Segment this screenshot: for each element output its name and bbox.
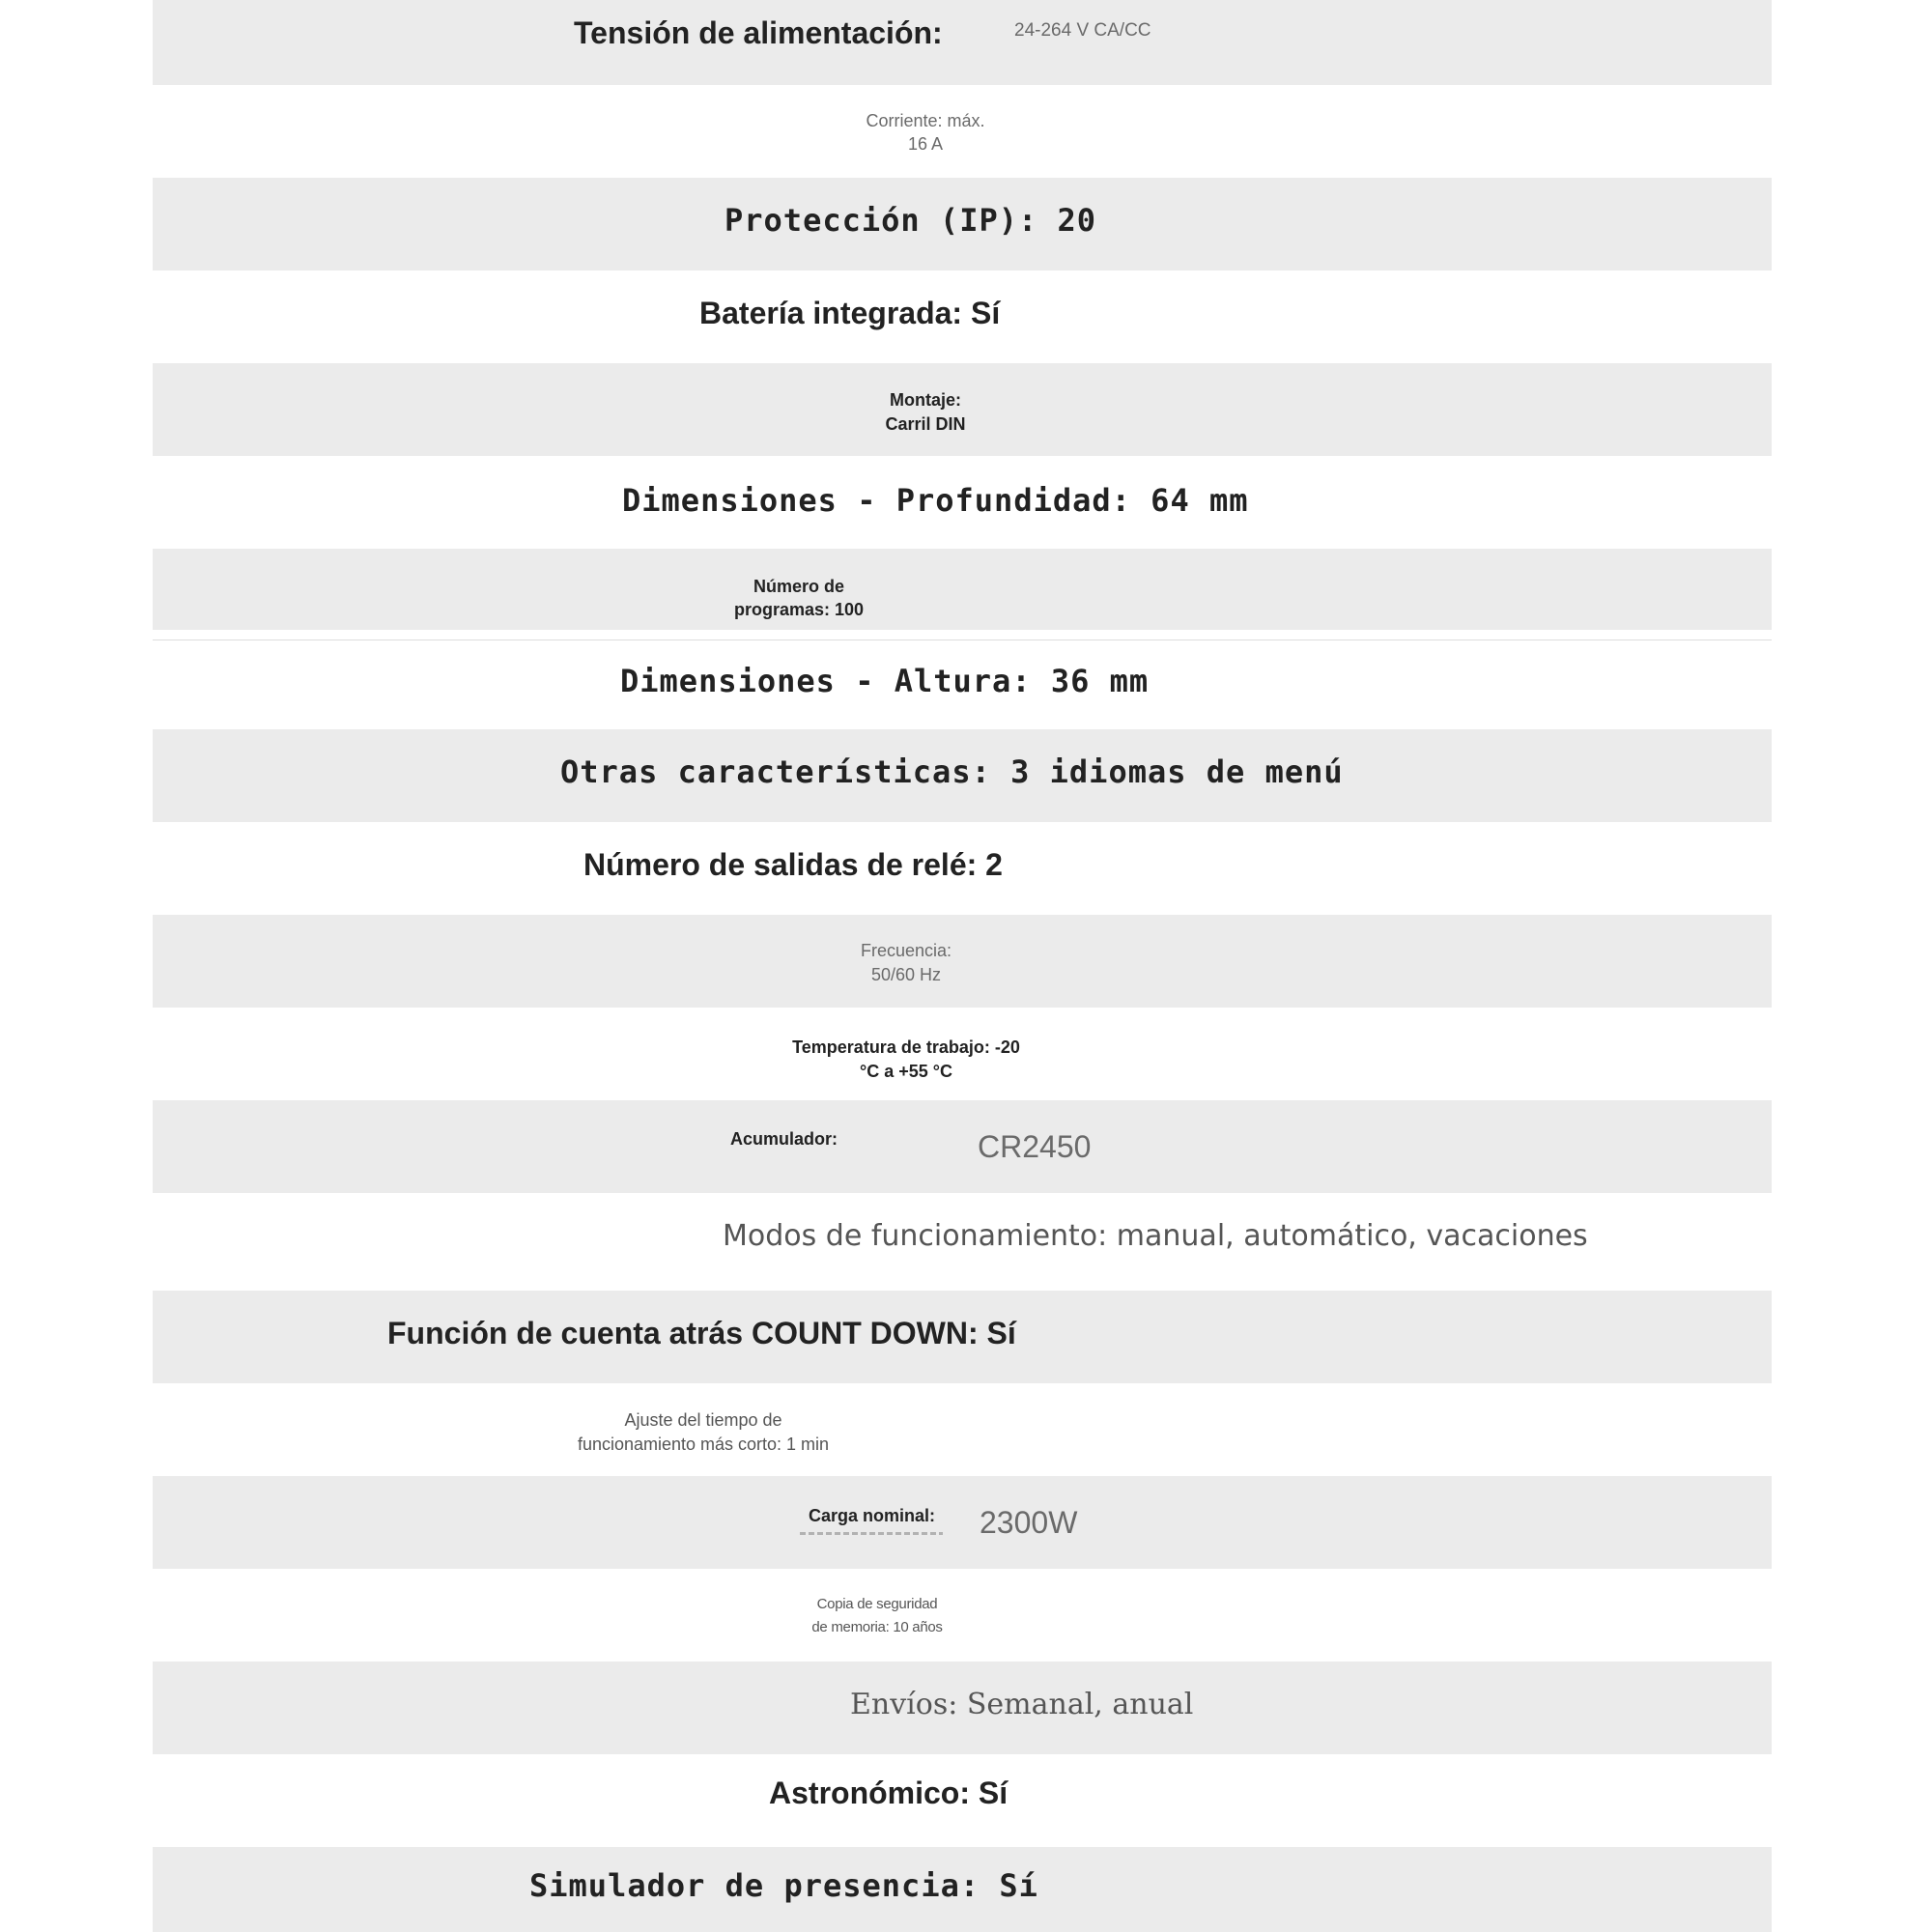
spec-text-line2: de memoria: 10 años	[811, 1619, 943, 1635]
spec-text-line1: Temperatura de trabajo: -20	[792, 1037, 1020, 1057]
spec-text: Dimensiones - Profundidad: 64 mm	[622, 482, 1249, 519]
spec-label: Tensión de alimentación:	[574, 15, 943, 50]
spec-value: 24-264 V CA/CC	[1014, 20, 1151, 41]
spec-text: Función de cuenta atrás COUNT DOWN: Sí	[387, 1316, 1016, 1350]
spec-text: Astronómico: Sí	[769, 1776, 1009, 1810]
spec-row-height	[153, 640, 1772, 729]
spec-text-line1: Corriente: máx.	[866, 111, 985, 130]
spec-row-mounting	[153, 363, 1772, 456]
spec-text: Simulador de presencia: Sí	[529, 1867, 1038, 1904]
spec-text-line2: programas: 100	[733, 600, 865, 619]
spec-row-memory-backup	[153, 1569, 1772, 1662]
spec-row-current	[153, 85, 1772, 178]
spec-text: Batería integrada: Sí	[699, 296, 1001, 330]
spec-row-battery	[153, 270, 1772, 363]
spec-label: Carga nominal:	[809, 1506, 936, 1525]
spec-text-line1: Número de	[753, 577, 845, 596]
spec-row-working-temperature	[153, 1008, 1772, 1100]
spec-text: Otras características: 3 idiomas de menú	[560, 753, 1344, 790]
spec-row-protection	[153, 178, 1772, 270]
spec-text: Protección (IP): 20	[724, 202, 1097, 239]
spec-row-depth	[153, 456, 1772, 549]
spec-text-line1: Ajuste del tiempo de	[624, 1410, 782, 1430]
spec-row-relay-outputs	[153, 822, 1772, 915]
spec-text-line2: funcionamiento más corto: 1 min	[577, 1435, 830, 1454]
spec-text: Modos de funcionamiento: manual, automático, vacaciones	[723, 1219, 1588, 1253]
spec-text: Número de salidas de relé: 2	[583, 847, 1003, 882]
spec-text: Envíos: Semanal, anual	[850, 1688, 1194, 1721]
spec-row-presence-simulator	[153, 1847, 1772, 1932]
spec-row-programs	[153, 549, 1772, 630]
spec-text-line2: 16 A	[907, 134, 944, 154]
spec-row-rated-load	[153, 1476, 1772, 1569]
spec-text-line2: Carril DIN	[885, 414, 966, 434]
label-underline-smudge	[800, 1532, 943, 1535]
spec-row-other-features	[153, 729, 1772, 822]
spec-label: Acumulador:	[730, 1129, 838, 1149]
spec-text-line1: Frecuencia:	[860, 941, 952, 960]
spec-text-line1: Copia de seguridad	[816, 1596, 938, 1612]
spec-value: CR2450	[978, 1129, 1092, 1164]
spec-row-min-runtime	[153, 1383, 1772, 1476]
spec-text: Dimensiones - Altura: 36 mm	[620, 663, 1150, 699]
spec-text-line1: Montaje:	[890, 390, 961, 410]
spec-row-frequency	[153, 915, 1772, 1008]
spec-row-shipping	[153, 1662, 1772, 1754]
spec-text-line2: °C a +55 °C	[860, 1062, 952, 1081]
spec-row-accumulator	[153, 1100, 1772, 1193]
spec-row-supply-voltage	[153, 0, 1772, 85]
spec-row-astronomical	[153, 1754, 1772, 1847]
spec-text-line2: 50/60 Hz	[870, 965, 942, 984]
spec-row-operating-modes	[153, 1193, 1772, 1291]
spec-row-countdown	[153, 1291, 1772, 1383]
spec-value: 2300W	[980, 1505, 1078, 1540]
